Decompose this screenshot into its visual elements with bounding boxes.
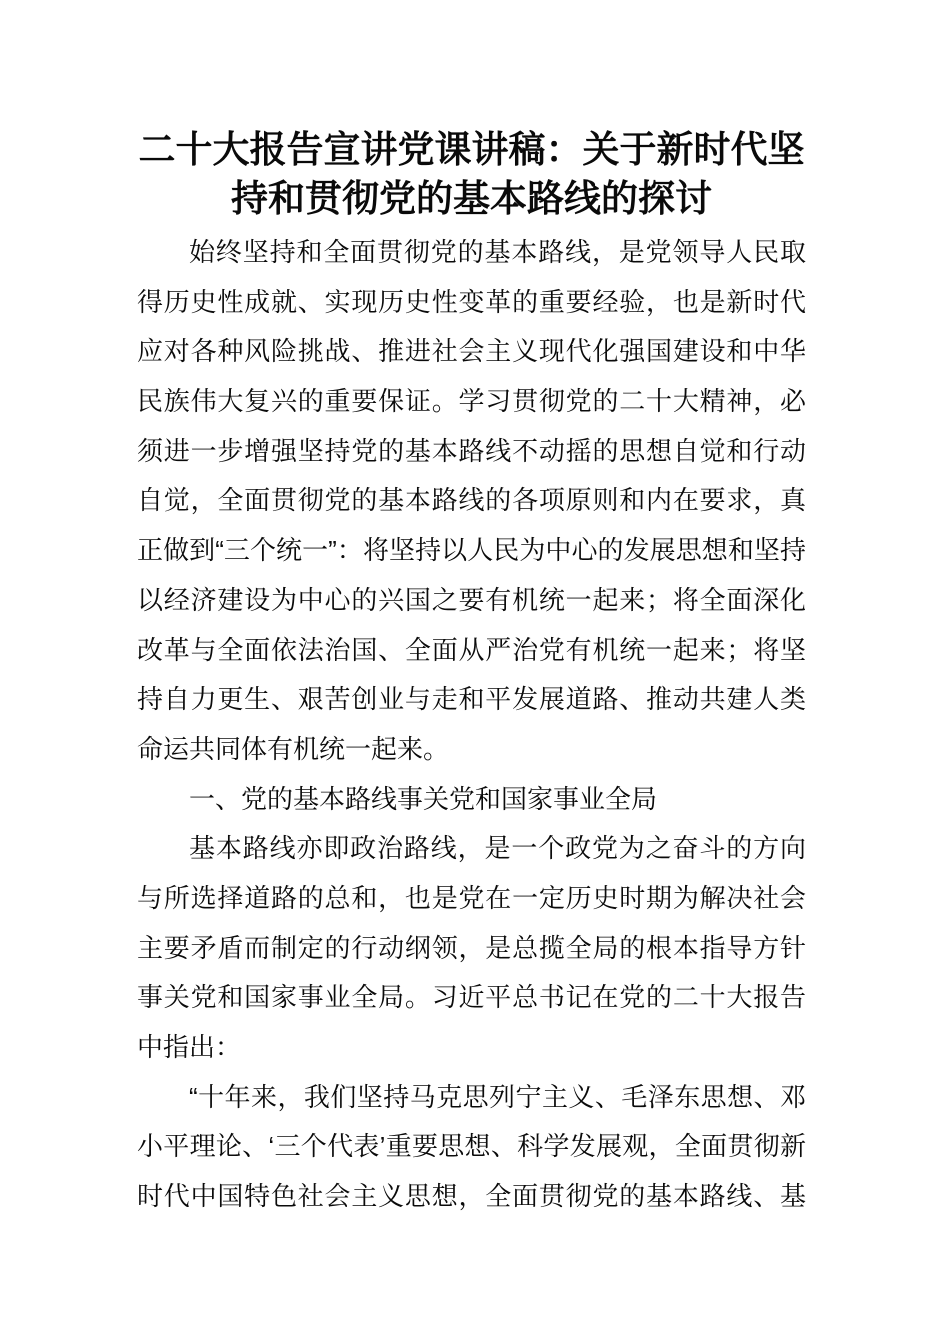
document-body [137, 228, 806, 1222]
text-line: 小平理论、‘三个代表’重要思想、科学发展观，全面贯彻新 [137, 1131, 806, 1162]
text-line: 命运共同体有机统一起来。 [137, 733, 450, 764]
text-line: 改革与全面依法治国、全面从严治党有机统一起来；将坚 [137, 634, 806, 665]
text-line: 持自力更生、艰苦创业与走和平发展道路、推动共建人类 [137, 684, 806, 715]
document-content [137, 125, 806, 1222]
text-line: 自觉，全面贯彻党的基本路线的各项原则和内在要求，真 [137, 485, 806, 516]
section-heading: 一、党的基本路线事关党和国家事业全局 [189, 783, 658, 814]
document-title [137, 125, 806, 223]
document-title-line-1: 二十大报告宣讲党课讲稿：关于新时代坚 [138, 129, 805, 170]
text-line: 时代中国特色社会主义思想，全面贯彻党的基本路线、基 [137, 1181, 806, 1212]
text-line: 民族伟大复兴的重要保证。学习贯彻党的二十大精神，必 [137, 386, 806, 417]
text-line: 主要矛盾而制定的行动纲领，是总揽全局的根本指导方针 [137, 932, 806, 963]
text-line: 应对各种风险挑战、推进社会主义现代化强国建设和中华 [137, 336, 806, 367]
text-line: 得历史性成就、实现历史性变革的重要经验，也是新时代 [137, 286, 806, 317]
text-line: “十年来，我们坚持马克思列宁主义、毛泽东思想、邓 [189, 1081, 806, 1112]
text-line: 与所选择道路的总和，也是党在一定历史时期为解决社会 [137, 882, 806, 913]
text-line: 中指出： [137, 1032, 242, 1062]
text-line: 正做到“三个统一”：将坚持以人民为中心的发展思想和坚持 [137, 535, 806, 566]
document-title-line-2: 持和贯彻党的基本路线的探讨 [231, 178, 712, 219]
text-line: 事关党和国家事业全局。习近平总书记在党的二十大报告 [137, 982, 806, 1013]
text-line: 始终坚持和全面贯彻党的基本路线，是党领导人民取 [189, 237, 806, 267]
text-line: 基本路线亦即政治路线，是一个政党为之奋斗的方向 [189, 833, 806, 864]
text-line: 须进一步增强坚持党的基本路线不动摇的思想自觉和行动 [137, 435, 806, 466]
text-line: 以经济建设为中心的兴国之要有机统一起来；将全面深化 [137, 584, 806, 615]
